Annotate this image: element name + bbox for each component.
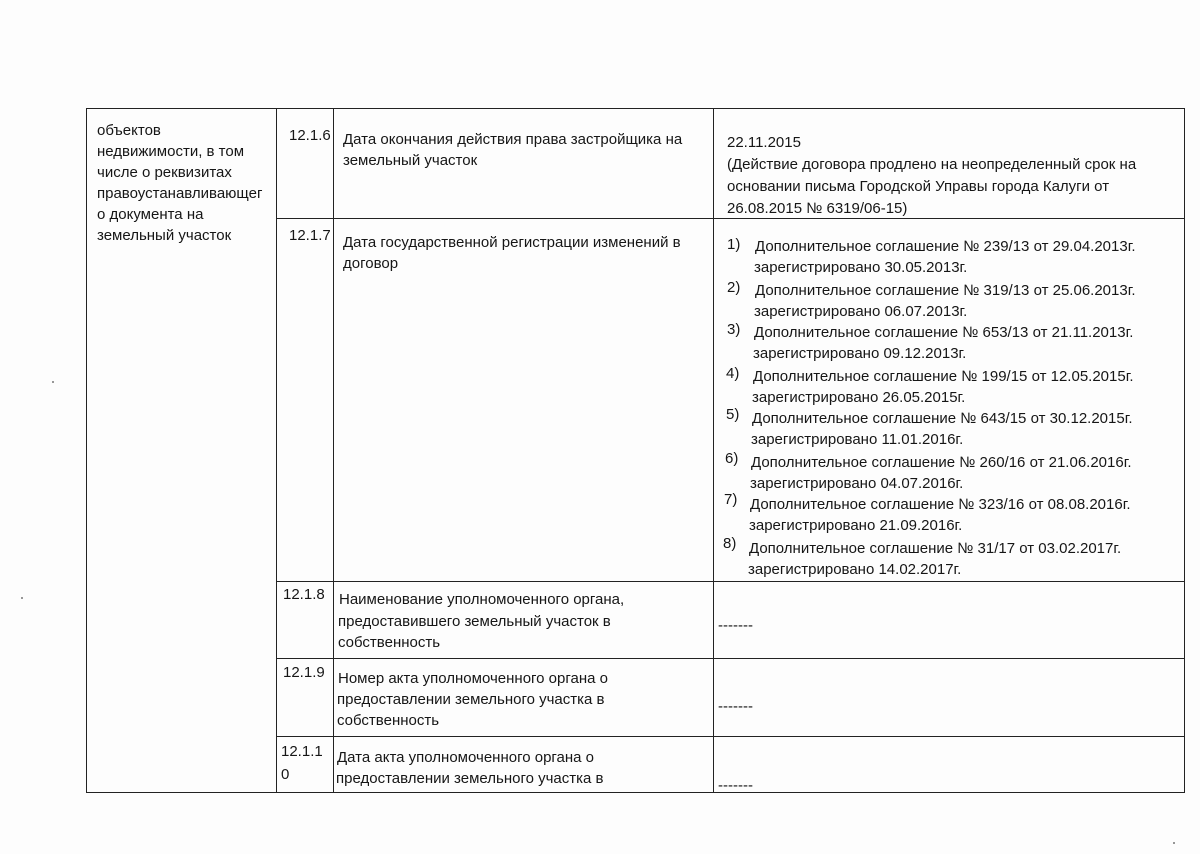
list-item-number: 5) (726, 406, 740, 423)
scan-artifact (52, 381, 54, 383)
row-value-line: (Действие договора продлено на неопределенный срок на (727, 156, 1137, 173)
row-number: 12.1.9 (283, 664, 325, 681)
list-item-number: 7) (724, 491, 738, 508)
scan-artifact (21, 597, 23, 599)
row-value-empty: ------- (718, 698, 753, 715)
list-item-text: зарегистрировано 09.12.2013г. (753, 345, 967, 362)
row-value-empty: ------- (718, 777, 753, 794)
list-item-text: Дополнительное соглашение № 643/15 от 30.12.2015г. (752, 410, 1133, 427)
category-text-line: объектов (97, 122, 161, 139)
row-name-line: Дата окончания действия права застройщика на (343, 131, 683, 148)
list-item-text: зарегистрировано 30.05.2013г. (754, 259, 968, 276)
row-divider (276, 581, 1185, 582)
row-number: 12.1.1 (281, 743, 323, 760)
list-item-number: 8) (723, 535, 737, 552)
row-number: 12.1.6 (289, 127, 331, 144)
list-item-text: Дополнительное соглашение № 31/17 от 03.02.2017г. (749, 540, 1122, 557)
row-number: 12.1.8 (283, 586, 325, 603)
category-text-line: недвижимости, в том (97, 143, 245, 160)
row-name-line: предоставлении земельного участка в (337, 691, 605, 708)
row-divider (276, 736, 1185, 737)
list-item-text: зарегистрировано 04.07.2016г. (750, 475, 964, 492)
list-item-number: 4) (726, 365, 740, 382)
row-name-line: собственность (337, 712, 440, 729)
table-top-border (86, 108, 1185, 109)
row-name-line: предоставлении земельного участка в (336, 770, 604, 787)
list-item-number: 3) (727, 321, 741, 338)
list-item-text: зарегистрировано 06.07.2013г. (754, 303, 968, 320)
category-text-line: правоустанавливающег (97, 185, 263, 202)
list-item-number: 2) (727, 279, 741, 296)
row-name-line: Номер акта уполномоченного органа о (338, 670, 608, 687)
row-divider (276, 658, 1185, 659)
row-name-line: земельный участок (343, 152, 478, 169)
list-item-number: 1) (727, 236, 741, 253)
column-divider (713, 108, 714, 793)
list-item-text: зарегистрировано 11.01.2016г. (751, 431, 964, 448)
category-text-line: числе о реквизитах (97, 164, 232, 181)
table-right-border (1184, 108, 1185, 793)
row-name-line: собственность (338, 634, 441, 651)
list-item-text: зарегистрировано 21.09.2016г. (749, 517, 963, 534)
list-item-text: зарегистрировано 14.02.2017г. (748, 561, 962, 578)
list-item-number: 6) (725, 450, 739, 467)
list-item-text: Дополнительное соглашение № 319/13 от 25.06.2013г. (755, 282, 1136, 299)
column-divider (276, 108, 277, 793)
row-name-line: Дата акта уполномоченного органа о (337, 749, 595, 766)
category-text-line: земельный участок (97, 227, 232, 244)
list-item-text: Дополнительное соглашение № 323/16 от 08.08.2016г. (750, 496, 1131, 513)
row-value-line: основании письма Городской Управы города Калуги от (727, 178, 1110, 195)
scan-artifact (1173, 842, 1175, 844)
row-number: 0 (281, 766, 290, 783)
column-divider (333, 108, 334, 793)
row-name-line: договор (343, 255, 399, 272)
row-value-line: 26.08.2015 № 6319/06-15) (727, 200, 908, 217)
row-value-line: 22.11.2015 (727, 134, 801, 151)
category-text-line: о документа на (97, 206, 204, 223)
row-name-line: Наименование уполномоченного органа, (339, 591, 625, 608)
table-bottom-border (86, 792, 1185, 793)
list-item-text: Дополнительное соглашение № 653/13 от 21.11.2013г. (754, 324, 1134, 341)
row-value-empty: ------- (718, 617, 753, 634)
list-item-text: Дополнительное соглашение № 260/16 от 21.06.2016г. (751, 454, 1132, 471)
list-item-text: Дополнительное соглашение № 239/13 от 29.04.2013г. (755, 238, 1136, 255)
list-item-text: Дополнительное соглашение № 199/15 от 12.05.2015г. (753, 368, 1134, 385)
row-number: 12.1.7 (289, 227, 331, 244)
table-left-border (86, 108, 87, 793)
row-name-line: предоставившего земельный участок в (338, 613, 611, 630)
list-item-text: зарегистрировано 26.05.2015г. (752, 389, 966, 406)
row-name-line: Дата государственной регистрации изменений в (343, 234, 681, 251)
